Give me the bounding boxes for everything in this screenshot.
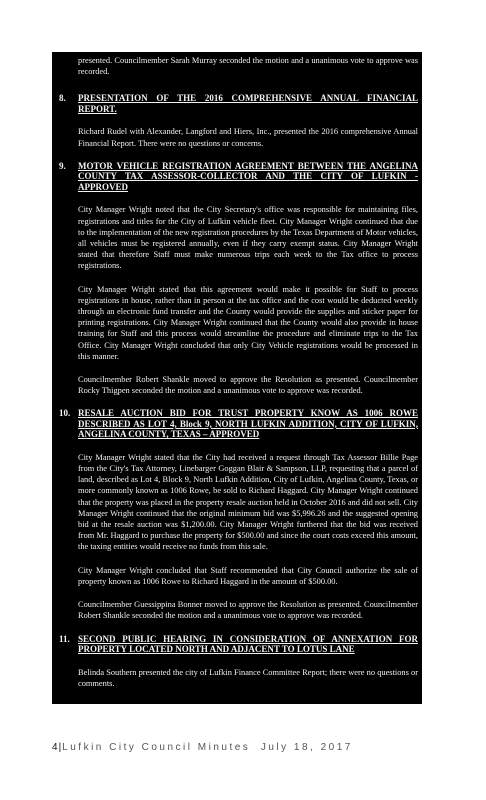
item-number: 10. (59, 408, 71, 419)
intro-paragraph: presented. Councilmember Sarah Murray seconded the motion and a unanimous vote to approve was recorded. (78, 56, 418, 77)
document-page-inverted (52, 52, 422, 704)
item-title: MOTOR VEHICLE REGISTRATION AGREEMENT BETWEEN THE ANGELINA COUNTY TAX ASSESSOR-COLLECTOR AND THE CITY OF LUFKIN - APPROVED (78, 160, 418, 192)
item-paragraph: City Manager Wright concluded that Staff recommended that City Council authorize the sale of property known as 1006 Rowe to Richard Haggard in the amount of $500.00. (78, 565, 418, 586)
item-title: PRESENTATION OF THE 2016 COMPREHENSIVE ANNUAL FINANCIAL REPORT. (78, 93, 418, 114)
footer-separator: | (58, 742, 63, 753)
minutes-body (52, 52, 422, 689)
agenda-item-11 (59, 633, 418, 689)
item-paragraph: City Manager Wright stated that the City had received a request through Tax Assessor Billie Page from the City's Tax Attorney, Linebarger Goggan Blair & Sampson, LLP, requesting that a parcel of land, described as Lot 4, Block 9, North Lufkin Addition, City of Lufkin, Angelina County, Texas, or more commonly known as 1006 Rowe, be sold to Richard Haggard. City Manager Wright continued that the property was placed in the property resale auction held in October 2016 and did not sell. City Manager Wright continued that the original minimum bid was $5,996.26 and the suggested opening bid at the resale auction was $1,200.00. City Manager Wright furthered that the bid was received from Mr. Haggard to purchase the property for $500.00 and since the court costs exceed this amount, the taxing entities would receive no funds from this sale. (78, 452, 418, 552)
item-number: 9. (59, 160, 66, 171)
page-footer (52, 742, 452, 753)
agenda-item-9 (59, 160, 418, 397)
item-number: 11. (59, 633, 70, 644)
item-paragraph: Richard Rudel with Alexander, Langford and Hiers, Inc., presented the 2016 comprehensive Annual Financial Report. There were no questions or concerns. (78, 127, 418, 148)
page-number: 4 (52, 742, 59, 753)
item-title: SECOND PUBLIC HEARING IN CONSIDERATION OF ANNEXATION FOR PROPERTY LOCATED NORTH AND ADJACENT TO LOTUS LANE (78, 633, 418, 654)
item-paragraph: Councilmember Guessippina Bonner moved to approve the Resolution as presented. Councilmember Robert Shankle seconded the motion and a unanimous vote to approve was recorded. (78, 600, 418, 621)
agenda-item-8 (59, 93, 418, 148)
footer-date: July 18, 2017 (260, 742, 353, 753)
item-paragraph: Belinda Southern presented the city of Lufkin Finance Committee Report; there were no questions or comments. (78, 667, 418, 688)
item-paragraph: Councilmember Robert Shankle moved to approve the Resolution as presented. Councilmember Rocky Thigpen seconded the motion and a unanimous vote to approve was recorded. (78, 374, 418, 396)
footer-title: Lufkin City Council Minutes (62, 742, 251, 753)
item-title: RESALE AUCTION BID FOR TRUST PROPERTY KNOW AS 1006 ROWE DESCRIBED AS LOT 4, Block 9, NORTH LUFKIN ADDITION, CITY OF LUFKIN, ANGELINA COUNTY, TEXAS – APPROVED (78, 408, 418, 440)
item-paragraph: City Manager Wright stated that this agreement would make it possible for Staff to process registrations in house, rather than in person at the tax office and the cost would be deducted weekly through an electronic fund transfer and the County would provide the supplies and sticker paper for printing registrations. City Manager Wright continued that the County would also provide in house training for Staff and this process would streamline the procedure and eliminate trips to the Tax Office. City Manager Wright concluded that only City Vehicle registrations would be processed in this manner. (78, 284, 418, 361)
agenda-item-10 (59, 408, 418, 621)
item-number: 8. (59, 93, 66, 104)
item-paragraph: City Manager Wright noted that the City Secretary's office was responsible for maintaining files, registrations and titles for the City of Lufkin vehicle fleet. City Manager Wright continued that due to the implementation of the new registration procedures by the Texas Department of Motor vehicles, all vehicles must be registered annually, even if they carry exempt status. City Manager Wright stated that therefore Staff must make numerous trips each week to the Tax office to process registrations. (78, 205, 418, 271)
